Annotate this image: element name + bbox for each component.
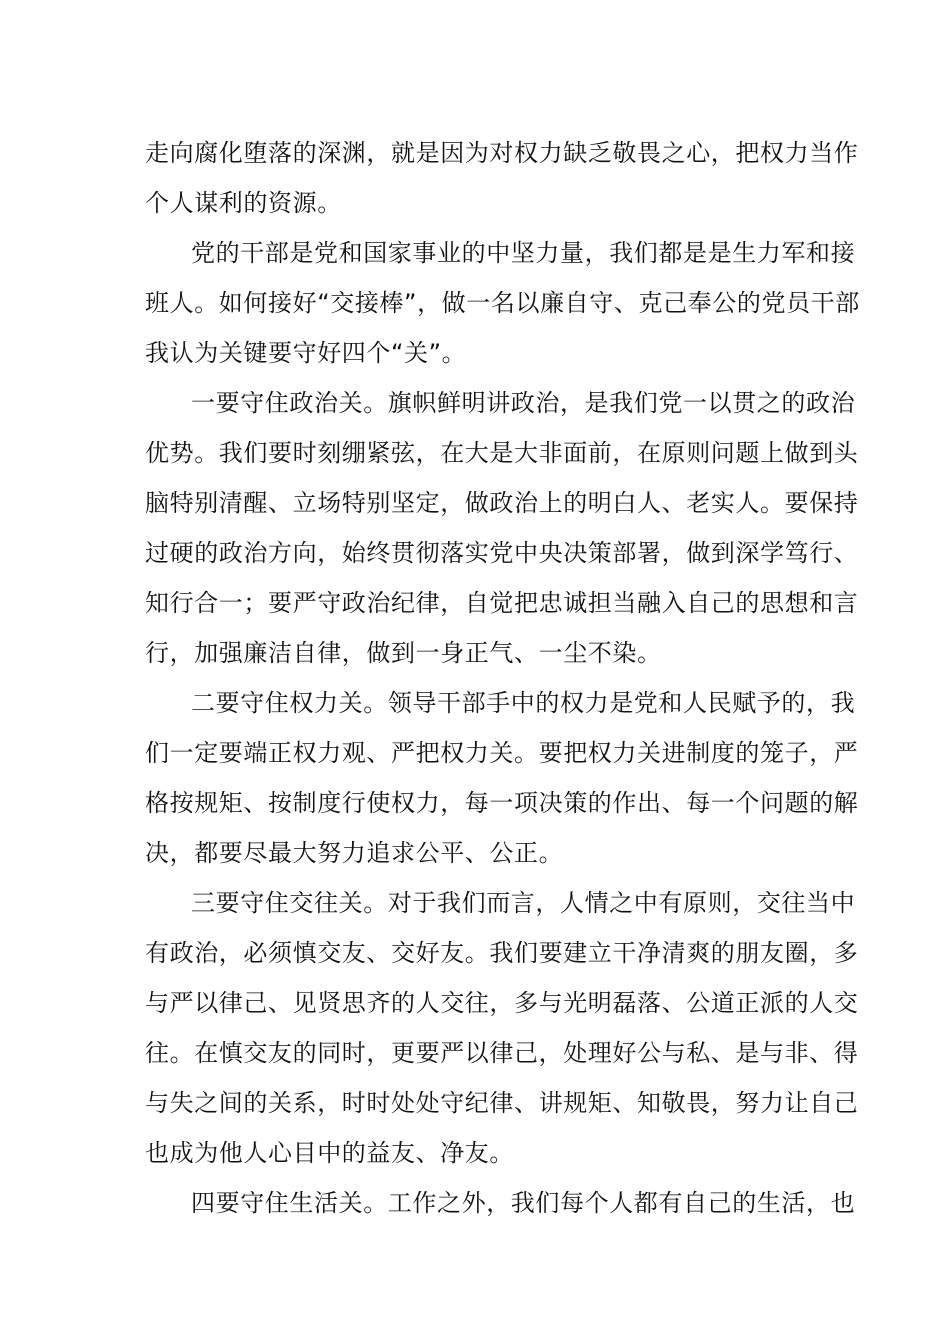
text-line: 优势。我们要时刻绷紧弦，在大是大非面前，在原则问题上做到头 [145, 439, 859, 467]
paragraph-cadres [145, 228, 860, 378]
text-line: 党的干部是党和国家事业的中坚力量，我们都是是生力军和接 [191, 239, 856, 267]
text-line: 有政治，必须慎交友、交好友。我们要建立干净清爽的朋友圈，多 [145, 939, 859, 967]
text-line: 班人。如何接好“交接棒”，做一名以廉自守、克己奉公的党员干部 [145, 289, 860, 317]
paragraph-continuation [145, 128, 859, 228]
text-line: 也成为他人心目中的益友、净友。 [145, 1139, 514, 1167]
paragraph-social-pass [145, 878, 859, 1178]
text-line: 往。在慎交友的同时，更要严以律己，处理好公与私、是与非、得 [145, 1039, 859, 1067]
text-line: 一要守住政治关。旗帜鲜明讲政治，是我们党一以贯之的政治 [191, 389, 856, 417]
text-line: 决，都要尽最大努力追求公平、公正。 [145, 839, 564, 867]
text-line: 与严以律己、见贤思齐的人交往，多与光明磊落、公道正派的人交 [145, 989, 859, 1017]
text-line: 走向腐化堕落的深渊，就是因为对权力缺乏敬畏之心，把权力当作 [145, 139, 859, 167]
text-line: 们一定要端正权力观、严把权力关。要把权力关进制度的笼子，严 [145, 739, 859, 767]
text-line: 二要守住权力关。领导干部手中的权力是党和人民赋予的，我 [191, 689, 856, 717]
text-line: 四要守住生活关。工作之外，我们每个人都有自己的生活，也 [191, 1189, 856, 1217]
text-line: 过硬的政治方向，始终贯彻落实党中央决策部署，做到深学笃行、 [145, 539, 859, 567]
text-line: 三要守住交往关。对于我们而言，人情之中有原则，交往当中 [191, 889, 856, 917]
text-line: 个人谋利的资源。 [145, 189, 342, 217]
text-line: 与失之间的关系，时时处处守纪律、讲规矩、知敬畏，努力让自己 [145, 1089, 859, 1117]
paragraph-political-pass [145, 378, 859, 678]
text-line: 我认为关键要守好四个“关”。 [145, 339, 467, 367]
document-body [145, 128, 860, 1228]
text-line: 脑特别清醒、立场特别坚定，做政治上的明白人、老实人。要保持 [145, 489, 859, 517]
text-line: 行，加强廉洁自律，做到一身正气、一尘不染。 [145, 639, 662, 667]
text-line: 格按规矩、按制度行使权力，每一项决策的作出、每一个问题的解 [145, 789, 859, 817]
paragraph-life-pass [145, 1178, 856, 1228]
text-line: 知行合一；要严守政治纪律，自觉把忠诚担当融入自己的思想和言 [145, 589, 859, 617]
paragraph-power-pass [145, 678, 859, 878]
